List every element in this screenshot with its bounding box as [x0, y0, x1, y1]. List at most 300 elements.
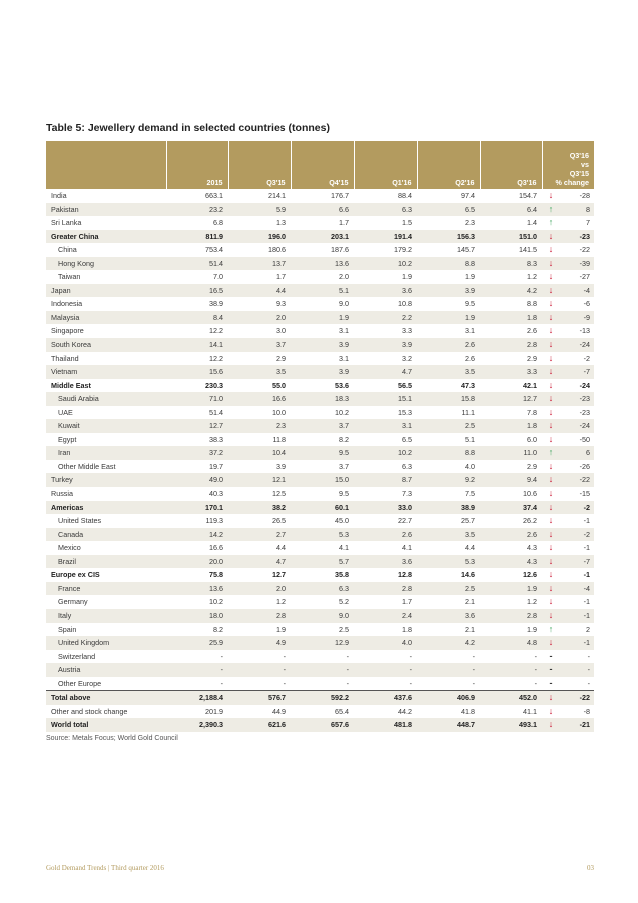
- arrow-down-icon: ↓: [542, 609, 560, 623]
- row-change: -50: [579, 434, 590, 444]
- table-body: [46, 189, 594, 732]
- row-value: 9.5: [291, 446, 354, 460]
- row-label: Other Middle East: [58, 461, 116, 471]
- table-row: [46, 623, 594, 637]
- table-row: [46, 365, 594, 379]
- row-label: Kuwait: [46, 419, 166, 433]
- arrow-down-icon: ↓: [542, 257, 560, 271]
- row-value: 60.1: [291, 501, 354, 515]
- row-change: 8: [560, 203, 594, 217]
- row-value: 576.7: [228, 691, 291, 705]
- header-q4-15: Q4'15: [291, 141, 354, 189]
- row-value: 16.5: [166, 284, 228, 298]
- row-value: 180.6: [268, 245, 286, 255]
- row-value: 38.2: [228, 501, 291, 515]
- row-value: 3.3: [402, 326, 412, 336]
- table-row: [46, 297, 594, 311]
- row-label: Hong Kong: [46, 257, 166, 271]
- row-change: -: [587, 678, 590, 688]
- row-value: 9.5: [339, 489, 349, 499]
- table-row: [46, 433, 594, 447]
- table-row: [46, 595, 594, 609]
- row-change: -22: [579, 245, 590, 255]
- row-change: -22: [560, 473, 594, 487]
- row-value: 8.7: [354, 473, 417, 487]
- row-value: 3.1: [339, 353, 349, 363]
- table-row: [46, 501, 594, 515]
- row-value: 3.5: [228, 365, 291, 379]
- row-value: 10.8: [398, 299, 412, 309]
- table-row: [46, 691, 594, 705]
- row-value: 4.1: [402, 543, 412, 553]
- row-change: 2: [586, 624, 590, 634]
- row-value: 1.3: [276, 218, 286, 228]
- row-change: -28: [579, 191, 590, 200]
- row-value: 38.9: [209, 299, 223, 309]
- row-value: 12.9: [291, 636, 354, 650]
- row-value: 20.0: [166, 555, 228, 569]
- row-value: 1.9: [465, 272, 475, 282]
- row-value: 51.4: [209, 407, 223, 417]
- row-value: 119.3: [205, 516, 223, 526]
- row-value: 10.2: [209, 597, 223, 607]
- table-row: [46, 636, 594, 650]
- row-value: 9.3: [276, 299, 286, 309]
- row-label: Canada: [46, 528, 166, 542]
- row-value: 8.8: [417, 446, 480, 460]
- row-value: 2.0: [228, 582, 291, 596]
- row-value: 10.2: [354, 446, 417, 460]
- row-label: United States: [58, 516, 102, 526]
- row-label: Total above: [46, 691, 166, 705]
- row-value: -: [228, 663, 291, 677]
- row-value: 4.4: [276, 543, 286, 553]
- row-value: 2.5: [417, 419, 480, 433]
- row-value: 6.3: [354, 203, 417, 217]
- arrow-down-icon: ↓: [542, 582, 560, 596]
- row-value: 2.7: [228, 528, 291, 542]
- row-change: -: [587, 651, 590, 661]
- row-change: -24: [560, 338, 594, 352]
- row-value: 176.7: [331, 191, 349, 200]
- row-value: 2.5: [417, 582, 480, 596]
- row-label: Sri Lanka: [51, 218, 82, 228]
- row-value: 5.3: [417, 555, 480, 569]
- row-value: 6.5: [402, 434, 412, 444]
- row-label: Europe ex CIS: [51, 570, 100, 580]
- row-value: 2.5: [339, 624, 349, 634]
- row-value: 3.6: [354, 555, 417, 569]
- header-q2-16: Q2'16: [417, 141, 480, 189]
- row-value: 3.9: [276, 461, 286, 471]
- row-label: South Korea: [46, 338, 166, 352]
- row-change: -7: [560, 365, 594, 379]
- row-value: -: [346, 678, 349, 688]
- arrow-down-icon: ↓: [548, 190, 554, 200]
- row-value: 75.8: [209, 570, 223, 580]
- row-change: -1: [560, 609, 594, 623]
- row-label: Americas: [46, 501, 166, 515]
- arrow-down-icon: ↓: [542, 528, 560, 542]
- row-value: 3.7: [291, 419, 354, 433]
- row-value: 1.9: [402, 272, 412, 282]
- row-value: 4.1: [339, 543, 349, 553]
- row-change: -8: [583, 706, 590, 716]
- row-value: 26.5: [272, 516, 286, 526]
- row-value: 1.9: [276, 624, 286, 634]
- row-value: 4.0: [354, 636, 417, 650]
- row-value: 1.9: [480, 582, 542, 596]
- row-value: 47.3: [461, 380, 475, 390]
- row-value: 42.1: [523, 380, 537, 390]
- row-value: -: [534, 651, 537, 661]
- row-label: Indonesia: [51, 299, 83, 309]
- arrow-down-icon: ↓: [542, 718, 560, 732]
- row-value: 8.4: [166, 311, 228, 325]
- row-value: 2.4: [354, 609, 417, 623]
- arrow-down-icon: ↓: [542, 284, 560, 298]
- row-value: 10.2: [354, 257, 417, 271]
- table-row: [46, 311, 594, 325]
- row-label: United Kingdom: [46, 636, 166, 650]
- row-value: 2.3: [228, 419, 291, 433]
- row-change: -1: [560, 636, 594, 650]
- row-value: 2.8: [228, 609, 291, 623]
- row-value: 6.5: [417, 203, 480, 217]
- table-row: [46, 392, 594, 406]
- row-label: Japan: [46, 284, 166, 298]
- row-value: 37.2: [166, 446, 228, 460]
- table-row: [46, 460, 594, 474]
- table-row: [46, 270, 594, 284]
- row-change: -2: [560, 528, 594, 542]
- row-label: Singapore: [51, 326, 84, 336]
- row-value: 12.2: [209, 326, 223, 336]
- row-value: 10.4: [228, 446, 291, 460]
- arrow-up-icon: ↑: [542, 446, 560, 460]
- row-change: 6: [560, 446, 594, 460]
- row-value: 4.3: [480, 555, 542, 569]
- arrow-down-icon: ↓: [542, 230, 560, 244]
- row-value: 1.8: [402, 624, 412, 634]
- row-value: -: [534, 678, 537, 688]
- row-value: -: [166, 663, 228, 677]
- row-value: 201.9: [205, 706, 223, 716]
- row-value: 18.3: [291, 392, 354, 406]
- arrow-down-icon: ↓: [548, 515, 554, 526]
- row-value: 6.4: [480, 203, 542, 217]
- row-value: 41.1: [523, 706, 537, 716]
- row-label: World total: [46, 718, 166, 732]
- arrow-down-icon: ↓: [548, 298, 554, 309]
- row-value: 2,390.3: [166, 718, 228, 732]
- row-value: 145.7: [457, 245, 475, 255]
- table-row: [46, 189, 594, 203]
- row-value: 12.7: [272, 570, 286, 580]
- row-value: 33.0: [354, 501, 417, 515]
- row-value: -: [409, 651, 412, 661]
- arrow-down-icon: ↓: [542, 636, 560, 650]
- row-value: 2.0: [339, 272, 349, 282]
- table-row: [46, 650, 594, 664]
- row-label: Iran: [46, 446, 166, 460]
- row-label: UAE: [58, 407, 73, 417]
- row-value: 4.2: [417, 636, 480, 650]
- no-change-marker: -: [549, 650, 553, 661]
- arrow-down-icon: ↓: [542, 338, 560, 352]
- row-value: -: [417, 663, 480, 677]
- row-change: -26: [579, 461, 590, 471]
- source-note: Source: Metals Focus; World Gold Council: [46, 735, 178, 742]
- row-value: 621.6: [228, 718, 291, 732]
- row-value: 4.2: [480, 284, 542, 298]
- row-value: 12.7: [480, 392, 542, 406]
- table-row: [46, 379, 594, 393]
- row-value: 5.2: [339, 597, 349, 607]
- row-value: 3.0: [276, 326, 286, 336]
- row-value: 2.8: [480, 609, 542, 623]
- row-value: 3.9: [291, 365, 354, 379]
- arrow-down-icon: ↓: [548, 596, 554, 607]
- header-change-line: Q3'15: [569, 169, 589, 178]
- row-change: -2: [560, 501, 594, 515]
- row-label: Russia: [51, 489, 73, 499]
- row-value: 5.3: [291, 528, 354, 542]
- arrow-down-icon: ↓: [548, 244, 554, 255]
- table-row: [46, 609, 594, 623]
- row-value: 663.1: [205, 191, 223, 200]
- arrow-down-icon: ↓: [548, 460, 554, 471]
- row-value: 811.9: [166, 230, 228, 244]
- row-label: Brazil: [46, 555, 166, 569]
- row-value: 35.8: [335, 570, 349, 580]
- row-value: 9.0: [339, 299, 349, 309]
- row-label: Other Europe: [58, 678, 102, 688]
- row-value: 3.7: [228, 338, 291, 352]
- row-value: 1.9: [291, 311, 354, 325]
- table-row: [46, 419, 594, 433]
- row-value: 1.5: [402, 218, 412, 228]
- row-value: 6.3: [402, 461, 412, 471]
- row-value: -: [283, 678, 286, 688]
- row-value: 3.5: [417, 365, 480, 379]
- row-value: 151.0: [480, 230, 542, 244]
- row-value: 6.8: [213, 218, 223, 228]
- arrow-down-icon: ↓: [548, 542, 554, 553]
- row-value: 481.8: [354, 718, 417, 732]
- row-value: 452.0: [480, 691, 542, 705]
- row-value: 3.1: [354, 419, 417, 433]
- row-label: Italy: [46, 609, 166, 623]
- arrow-down-icon: ↓: [542, 419, 560, 433]
- row-value: 12.2: [209, 353, 223, 363]
- row-value: -: [354, 663, 417, 677]
- table-row: [46, 257, 594, 271]
- row-value: 11.8: [272, 434, 286, 444]
- row-value: 14.6: [461, 570, 475, 580]
- row-value: 9.0: [291, 609, 354, 623]
- row-change: -24: [560, 419, 594, 433]
- row-value: 4.0: [465, 461, 475, 471]
- row-value: 8.2: [213, 624, 223, 634]
- row-value: 753.4: [205, 245, 223, 255]
- row-value: 179.2: [394, 245, 412, 255]
- row-value: 55.0: [272, 380, 286, 390]
- row-change: -9: [560, 311, 594, 325]
- row-value: 437.6: [354, 691, 417, 705]
- row-value: 3.7: [339, 461, 349, 471]
- row-value: 13.6: [291, 257, 354, 271]
- row-value: 8.8: [527, 299, 537, 309]
- row-change: -6: [583, 299, 590, 309]
- row-value: 38.9: [417, 501, 480, 515]
- row-value: 38.3: [209, 434, 223, 444]
- row-value: 2.9: [527, 353, 537, 363]
- header-country: [46, 141, 166, 189]
- row-value: -: [346, 651, 349, 661]
- arrow-down-icon: ↓: [542, 473, 560, 487]
- row-value: 448.7: [417, 718, 480, 732]
- row-value: 3.9: [417, 284, 480, 298]
- row-value: 2.2: [354, 311, 417, 325]
- row-change: -27: [579, 272, 590, 282]
- table-row: [46, 446, 594, 460]
- row-value: 2.9: [276, 353, 286, 363]
- row-label: Egypt: [58, 434, 77, 444]
- row-label: Turkey: [46, 473, 166, 487]
- row-value: 5.9: [228, 203, 291, 217]
- row-change: -21: [560, 718, 594, 732]
- row-value: 10.0: [272, 407, 286, 417]
- row-label: Spain: [58, 624, 77, 634]
- table-row: [46, 338, 594, 352]
- row-value: 3.3: [480, 365, 542, 379]
- row-change: -1: [583, 543, 590, 553]
- table-row: [46, 230, 594, 244]
- row-value: 7.3: [402, 489, 412, 499]
- arrow-down-icon: ↓: [548, 325, 554, 336]
- table-row: [46, 677, 594, 691]
- row-value: 4.4: [228, 284, 291, 298]
- row-change: -: [560, 663, 594, 677]
- row-change: -1: [583, 597, 590, 607]
- row-change: -4: [560, 582, 594, 596]
- row-value: 5.1: [465, 434, 475, 444]
- row-value: 592.2: [291, 691, 354, 705]
- arrow-down-icon: ↓: [548, 379, 554, 390]
- row-value: 4.7: [354, 365, 417, 379]
- header-change-line: Q3'16: [569, 151, 589, 160]
- row-value: 56.5: [398, 380, 412, 390]
- row-value: 15.0: [291, 473, 354, 487]
- row-value: 3.2: [402, 353, 412, 363]
- row-value: 493.1: [480, 718, 542, 732]
- row-label: Other and stock change: [51, 706, 128, 716]
- row-value: 156.3: [417, 230, 480, 244]
- row-label: Taiwan: [58, 272, 81, 282]
- row-value: 97.4: [461, 191, 475, 200]
- table-row: [46, 406, 594, 420]
- row-label: Saudi Arabia: [46, 392, 166, 406]
- row-label: Middle East: [51, 380, 91, 390]
- row-change: -39: [560, 257, 594, 271]
- row-label: Austria: [46, 663, 166, 677]
- row-value: 1.4: [527, 218, 537, 228]
- arrow-down-icon: ↓: [542, 311, 560, 325]
- row-value: 15.8: [417, 392, 480, 406]
- row-change: -15: [579, 489, 590, 499]
- row-value: 8.8: [417, 257, 480, 271]
- row-value: 1.8: [480, 419, 542, 433]
- row-change: 7: [586, 218, 590, 228]
- row-value: 12.6: [523, 570, 537, 580]
- row-value: 41.8: [461, 706, 475, 716]
- row-value: -: [283, 651, 286, 661]
- table-row: [46, 487, 594, 501]
- row-label: Greater China: [46, 230, 166, 244]
- row-value: 15.3: [398, 407, 412, 417]
- row-value: 7.8: [527, 407, 537, 417]
- row-value: 4.7: [228, 555, 291, 569]
- table-row: [46, 203, 594, 217]
- row-value: 2.8: [354, 582, 417, 596]
- row-value: 13.6: [166, 582, 228, 596]
- row-label: Vietnam: [46, 365, 166, 379]
- row-value: 44.2: [398, 706, 412, 716]
- row-value: 7.5: [465, 489, 475, 499]
- header-q3-15: Q3'15: [228, 141, 291, 189]
- row-value: 2.8: [480, 338, 542, 352]
- row-value: 53.6: [335, 380, 349, 390]
- row-value: 65.4: [335, 706, 349, 716]
- row-value: 1.2: [276, 597, 286, 607]
- row-value: 2,188.4: [166, 691, 228, 705]
- header-change-line: vs: [581, 160, 589, 169]
- row-value: 2.6: [354, 528, 417, 542]
- row-value: 214.1: [268, 191, 286, 200]
- row-value: 15.1: [354, 392, 417, 406]
- row-value: 37.4: [480, 501, 542, 515]
- table-row: [46, 582, 594, 596]
- row-value: 8.2: [339, 434, 349, 444]
- jewellery-demand-table: [46, 141, 594, 732]
- row-value: 12.1: [228, 473, 291, 487]
- row-value: 4.8: [480, 636, 542, 650]
- row-value: 2.1: [465, 624, 475, 634]
- arrow-down-icon: ↓: [542, 392, 560, 406]
- row-value: 203.1: [291, 230, 354, 244]
- row-value: 1.2: [527, 272, 537, 282]
- row-value: 1.7: [339, 218, 349, 228]
- table-row: [46, 324, 594, 338]
- row-change: -1: [583, 516, 590, 526]
- row-value: 2.6: [480, 528, 542, 542]
- row-value: 9.2: [417, 473, 480, 487]
- row-value: -: [220, 678, 223, 688]
- row-value: 196.0: [228, 230, 291, 244]
- row-value: 6.6: [291, 203, 354, 217]
- header-q3-16: Q3'16: [480, 141, 542, 189]
- row-value: 13.7: [228, 257, 291, 271]
- arrow-down-icon: ↓: [548, 433, 554, 444]
- row-value: 3.6: [354, 284, 417, 298]
- row-value: 3.9: [354, 338, 417, 352]
- row-value: 3.6: [417, 609, 480, 623]
- row-value: 26.2: [523, 516, 537, 526]
- arrow-down-icon: ↓: [542, 555, 560, 569]
- row-change: -24: [579, 380, 590, 390]
- row-value: 25.9: [166, 636, 228, 650]
